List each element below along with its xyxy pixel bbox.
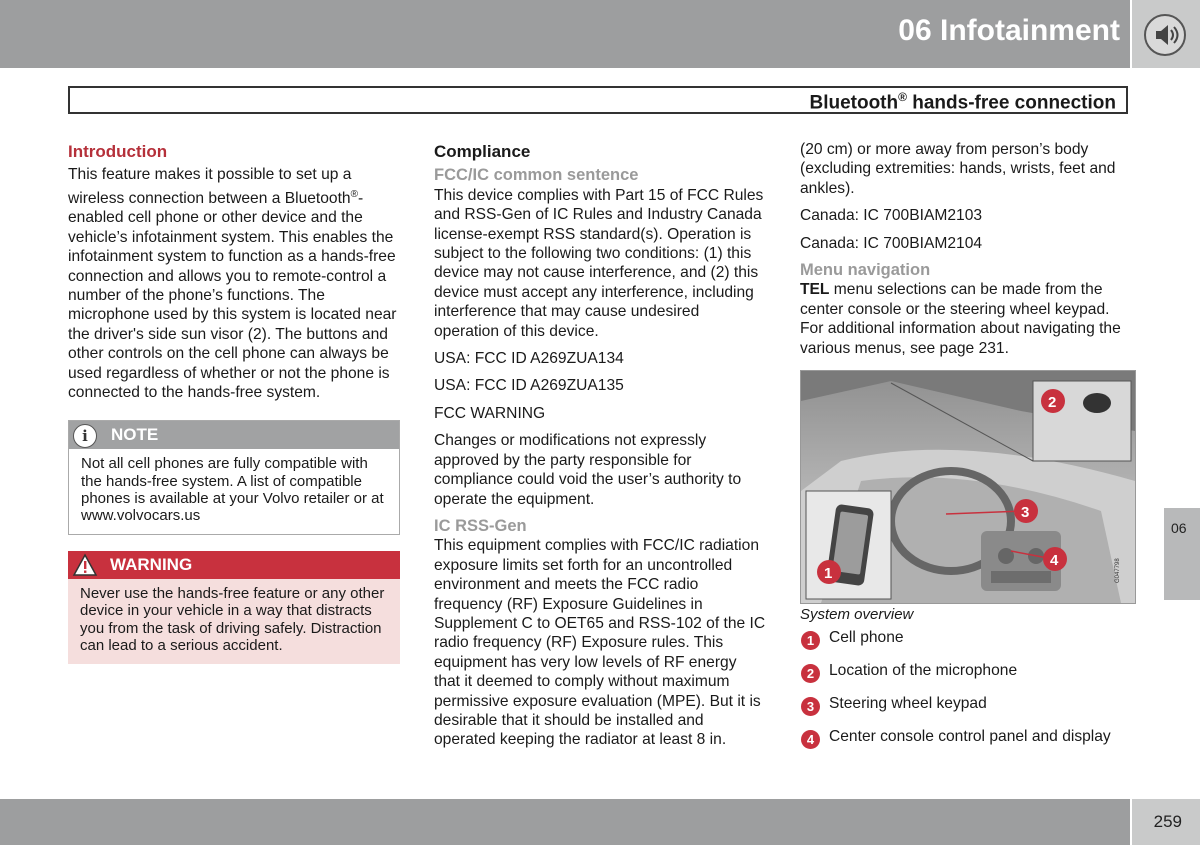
distance-paragraph: (20 cm) or more away from person’s body (excluding extremities: hands, wrists, feet and ankles). <box>800 141 1116 197</box>
warning-label: WARNING <box>110 555 193 575</box>
canada-id-2: Canada: IC 700BIAM2104 <box>800 234 983 252</box>
legend-number: 1 <box>801 631 820 650</box>
system-overview-figure <box>800 370 1136 604</box>
figure-caption: System overview <box>800 606 914 623</box>
legend-number: 4 <box>801 730 820 749</box>
menu-navigation-paragraph: TEL menu selections can be made from the center console or the steering wheel keypad. For additional information about navigating the various menus, see page 231. <box>800 281 1121 357</box>
legend-number: 3 <box>801 697 820 716</box>
info-icon: i <box>73 424 97 448</box>
menu-navigation-subheading: Menu navigation <box>800 261 931 280</box>
introduction-paragraph: This feature makes it possible to set up a wireless connection between a Bluetooth®-enabled cell phone or other device and the vehicle’s infotainment system. This enables the infotainment system to function as a hands-free connection and allows you to remote-control a number of the phone’s functions. The microphone used by this system is located near the driver's side sun visor (2). The buttons and other controls on the cell phone can always be used regardless of whether or not the phone is connected to the hands-free system. <box>68 166 397 402</box>
warning-header <box>68 551 400 579</box>
column-right <box>800 140 1136 366</box>
section-title: Bluetooth® hands-free connection <box>809 90 1116 114</box>
speaker-icon <box>1144 14 1186 56</box>
page-number: 259 <box>1153 812 1182 831</box>
svg-text:1: 1 <box>824 565 833 582</box>
note-text: Not all cell phones are fully compatible with the hands-free system. A list of compatible phones is available at your Volvo retailer or at www.volvocars.us <box>69 449 399 534</box>
warning-box <box>68 551 400 664</box>
canada-id-1: Canada: IC 700BIAM2103 <box>800 207 983 225</box>
ic-subheading: IC RSS-Gen <box>434 516 527 535</box>
introduction-heading: Introduction <box>68 142 168 161</box>
fcc-id-2: USA: FCC ID A269ZUA135 <box>434 377 624 395</box>
svg-text:G047798: G047798 <box>1115 558 1121 583</box>
svg-text:2: 2 <box>1048 394 1057 411</box>
fcc-paragraph: This device complies with Part 15 of FCC Rules and RSS-Gen of IC Rules and Industry Canada license-exempt RSS standard(s). Operation is subject to the following two conditions: (1) this device may not cause interference, and (2) this device must accept any interference, including interference that may cause undesired operation of this device. <box>434 186 764 340</box>
warning-text: Never use the hands-free feature or any other device in your vehicle in a way that distracts you from the task of driving safely. Distraction can lead to a serious accident. <box>68 579 400 664</box>
svg-text:3: 3 <box>1021 504 1030 521</box>
svg-text:4: 4 <box>1050 552 1059 569</box>
legend-number: 2 <box>801 664 820 683</box>
fcc-warning-paragraph: Changes or modifications not expressly approved by the party responsible for compliance could void the user’s authority to operate the equipment. <box>434 432 742 508</box>
fcc-warning-title: FCC WARNING <box>434 404 546 422</box>
warning-triangle-icon <box>72 553 98 577</box>
chapter-icon-box <box>1132 0 1200 68</box>
chapter-header-bar <box>0 0 1130 68</box>
legend-label: Steering wheel keypad <box>829 695 987 712</box>
fcc-id-1: USA: FCC ID A269ZUA134 <box>434 350 624 368</box>
section-title-box <box>68 86 1128 114</box>
car-interior-illustration <box>801 371 1135 603</box>
note-header <box>69 421 399 449</box>
fcc-subheading: FCC/IC common sentence <box>434 166 639 185</box>
note-label: NOTE <box>111 425 159 445</box>
compliance-heading: Compliance <box>434 142 531 161</box>
legend-label: Location of the microphone <box>829 662 1018 679</box>
legend-label: Center console control panel and display <box>829 728 1111 745</box>
column-compliance <box>434 140 766 758</box>
side-tab-label: 06 <box>1171 520 1187 536</box>
legend-label: Cell phone <box>829 629 904 646</box>
chapter-title: 06 Infotainment <box>898 14 1120 47</box>
footer-bar <box>0 799 1130 845</box>
note-box <box>68 420 400 535</box>
page-number-box <box>1132 799 1200 845</box>
column-introduction <box>68 140 400 664</box>
chapter-side-tab[interactable] <box>1164 508 1200 600</box>
ic-paragraph: This equipment complies with FCC/IC radiation exposure limits set forth for an uncontrolled environment and meets the FCC radio frequency (RF) Exposure Guidelines in Supplement C to OET65 and RSS-102 of the IC radio frequency (RF) Exposure rules. This equipment has very low levels of RF energy that it deemed to comply without maximum permissive exposure evaluation (MPE). But it is desirable that it should be installed and operated keeping the radiator at least 8 in. <box>434 537 766 749</box>
